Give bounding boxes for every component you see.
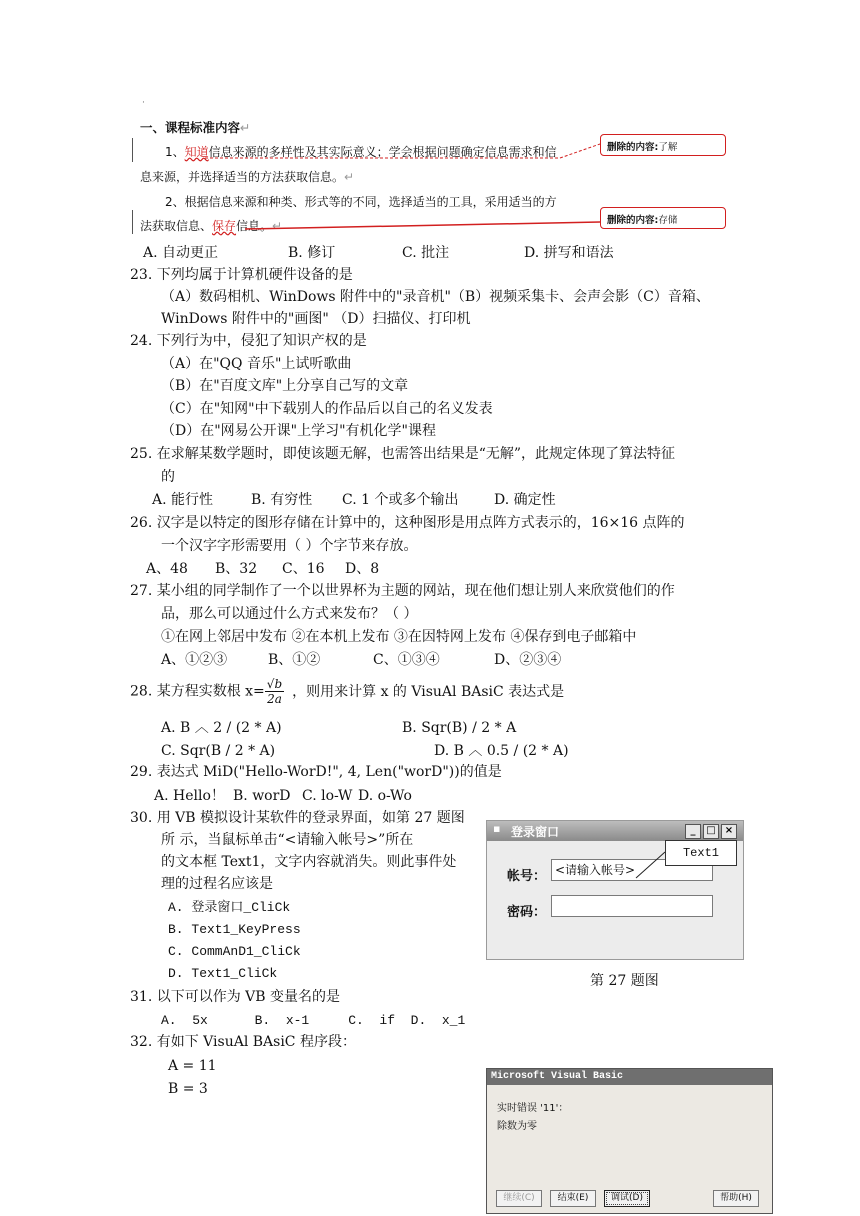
q30-stem-line-4: 理的过程名应该是	[161, 876, 273, 892]
snippet-line-4: 法获取信息、保存信息。↵	[140, 219, 283, 233]
q25-stem-line-1: 25. 在求解某数学题时，即使该题无解，也需答出结果是“无解”，此规定体现了算法特征	[130, 446, 676, 462]
end-button[interactable]: 结束(E)	[550, 1190, 596, 1207]
stray-dot: ·	[142, 98, 145, 108]
q24-stem: 24. 下列行为中，侵犯了知识产权的是	[130, 333, 367, 349]
q22-option-b: B. 修订	[288, 245, 336, 261]
marked-word-2: 保存	[212, 219, 237, 233]
q27-option-b: B、①②	[268, 652, 321, 668]
error-dialog-title: Microsoft Visual Basic	[487, 1069, 772, 1085]
q28-option-a: A. B ︿ 2 / (2 * A)	[161, 720, 282, 736]
q26-stem-line-2: 一个汉字字形需要用（ ）个字节来存放。	[161, 538, 418, 554]
q24-option-b: （B）在"百度文库"上分享自己写的文章	[161, 378, 409, 394]
q25-option-a: A. 能行性	[152, 492, 214, 508]
continue-button[interactable]: 继续(C)	[496, 1190, 542, 1207]
close-icon[interactable]: ×	[721, 824, 737, 839]
q23-stem: 23. 下列均属于计算机硬件设备的是	[130, 267, 353, 283]
deletion-comment-2[interactable]: 删除的内容:存储	[600, 207, 726, 229]
q23-options-line-2: WinDows 附件中的"画图" （D）扫描仪、打印机	[161, 311, 471, 327]
deletion-comment-1[interactable]: 删除的内容:了解	[600, 134, 726, 156]
snippet-line-2: 息来源，并选择适当的方法获取信息。↵	[140, 170, 355, 184]
fraction: $\frac{√b}{2a}$	[266, 677, 283, 706]
q31-stem: 31. 以下可以作为 VB 变量名的是	[130, 989, 341, 1005]
q29-option-d: D. o-Wo	[358, 788, 412, 804]
q32-stem: 32. 有如下 VisuAl BAsiC 程序段：	[130, 1034, 356, 1050]
q26-stem-line-1: 26. 汉字是以特定的图形存储在计算中的，这种图形是用点阵方式表示的，16×16 点阵的	[130, 515, 685, 531]
q28-option-d: D. B ︿ 0.5 / (2 * A)	[434, 743, 569, 759]
window-icon: ▪	[493, 822, 501, 835]
q22-option-d: D. 拼写和语法	[524, 245, 614, 261]
snippet-line-1: 1、知道信息来源的多样性及其实际意义；学会根据问题确定信息需求和信	[165, 145, 557, 159]
q26-option-c: C、16	[282, 561, 325, 577]
q25-option-c: C. 1 个或多个输出	[342, 492, 459, 508]
account-input[interactable]: <请输入帐号>	[551, 859, 713, 881]
q30-option-c: C. CommAnD1_CliCk	[168, 944, 301, 959]
q29-option-a: A. Hello！	[154, 788, 225, 804]
q25-option-b: B. 有穷性	[251, 492, 313, 508]
minimize-icon[interactable]: _	[685, 824, 701, 839]
q30-stem-line-3: 的文本框 Text1，文字内容就消失。则此事件处	[161, 854, 457, 870]
q29-option-c: C. lo-W	[302, 788, 353, 804]
q28-stem: 28. 某方程实数根 x= $\frac{√b}{2a}$ ，则用来计算 x 的 VisuAl BAsiC 表达式是	[130, 677, 565, 706]
q26-option-a: A、48	[146, 561, 188, 577]
help-button[interactable]: 帮助(H)	[713, 1190, 759, 1207]
q22-option-c: C. 批注	[402, 245, 450, 261]
q25-stem-line-2: 的	[161, 469, 175, 485]
snippet-line-3: 2、根据信息来源和种类、形式等的不同，选择适当的工具，采用适当的方	[165, 195, 557, 209]
marked-word-1: 知道	[184, 145, 209, 159]
maximize-icon[interactable]: □	[703, 824, 719, 839]
q29-stem: 29. 表达式 MiD("Hello-WorD!", 4, Len("worD"))的值是	[130, 764, 502, 780]
q26-option-b: B、32	[215, 561, 258, 577]
q22-option-a: A. 自动更正	[143, 245, 219, 261]
q30-stem-line-2: 所 示，当鼠标单击“<请输入帐号>”所在	[161, 832, 414, 848]
q26-option-d: D、8	[345, 561, 380, 577]
runtime-error-dialog	[486, 1068, 773, 1214]
code-line-1: A = 11	[168, 1058, 217, 1074]
q27-option-d: D、②③④	[494, 652, 562, 668]
password-label: 密码：	[507, 905, 547, 920]
debug-button[interactable]: 调试(D)	[604, 1190, 650, 1207]
q25-option-d: D. 确定性	[494, 492, 556, 508]
q24-option-a: （A）在"QQ 音乐"上试听歌曲	[161, 356, 352, 372]
error-message-2: 除数为零	[497, 1121, 537, 1132]
q30-option-d: D. Text1_CliCk	[168, 966, 278, 981]
snippet-title: 一、课程标准内容↵	[140, 120, 251, 135]
q27-stem-line-1: 27. 某小组的同学制作了一个以世界杯为主题的网站，现在他们想让别人来欣赏他们的作	[130, 583, 675, 599]
q30-option-b: B. Text1_KeyPress	[168, 922, 301, 937]
q31-options: A. 5x B. x-1 C. if D. x_1	[161, 1013, 466, 1028]
q29-option-b: B. worD	[233, 788, 291, 804]
q27-option-c: C、①③④	[373, 652, 440, 668]
q24-option-d: （D）在"网易公开课"上学习"有机化学"课程	[161, 423, 436, 439]
q30-option-a: A. 登录窗口_CliCk	[168, 900, 291, 915]
text1-callout: Text1	[665, 840, 737, 866]
q30-stem-line-1: 30. 用 VB 模拟设计某软件的登录界面，如第 27 题图	[130, 810, 465, 826]
q28-option-c: C. Sqr(B / 2 * A)	[161, 743, 276, 759]
error-message-1: 实时错误 '11'：	[497, 1103, 569, 1114]
q27-option-a: A、①②③	[161, 652, 228, 668]
q27-stem-line-2: 品，那么可以通过什么方式来发布？（ ）	[161, 606, 418, 622]
account-label: 帐号：	[507, 869, 547, 884]
login-window-title: 登录窗口	[511, 825, 560, 839]
q27-items: ①在网上邻居中发布 ②在本机上发布 ③在因特网上发布 ④保存到电子邮箱中	[161, 629, 637, 645]
code-line-2: B = 3	[168, 1081, 208, 1097]
q28-option-b: B. Sqr(B) / 2 * A	[402, 720, 517, 736]
q24-option-c: （C）在"知网"中下载别人的作品后以自己的名义发表	[161, 401, 493, 417]
q23-options-line-1: （A）数码相机、WinDows 附件中的"录音机"（B）视频采集卡、会声会影（C）音箱、	[161, 289, 710, 305]
figure-caption: 第 27 题图	[590, 973, 659, 989]
